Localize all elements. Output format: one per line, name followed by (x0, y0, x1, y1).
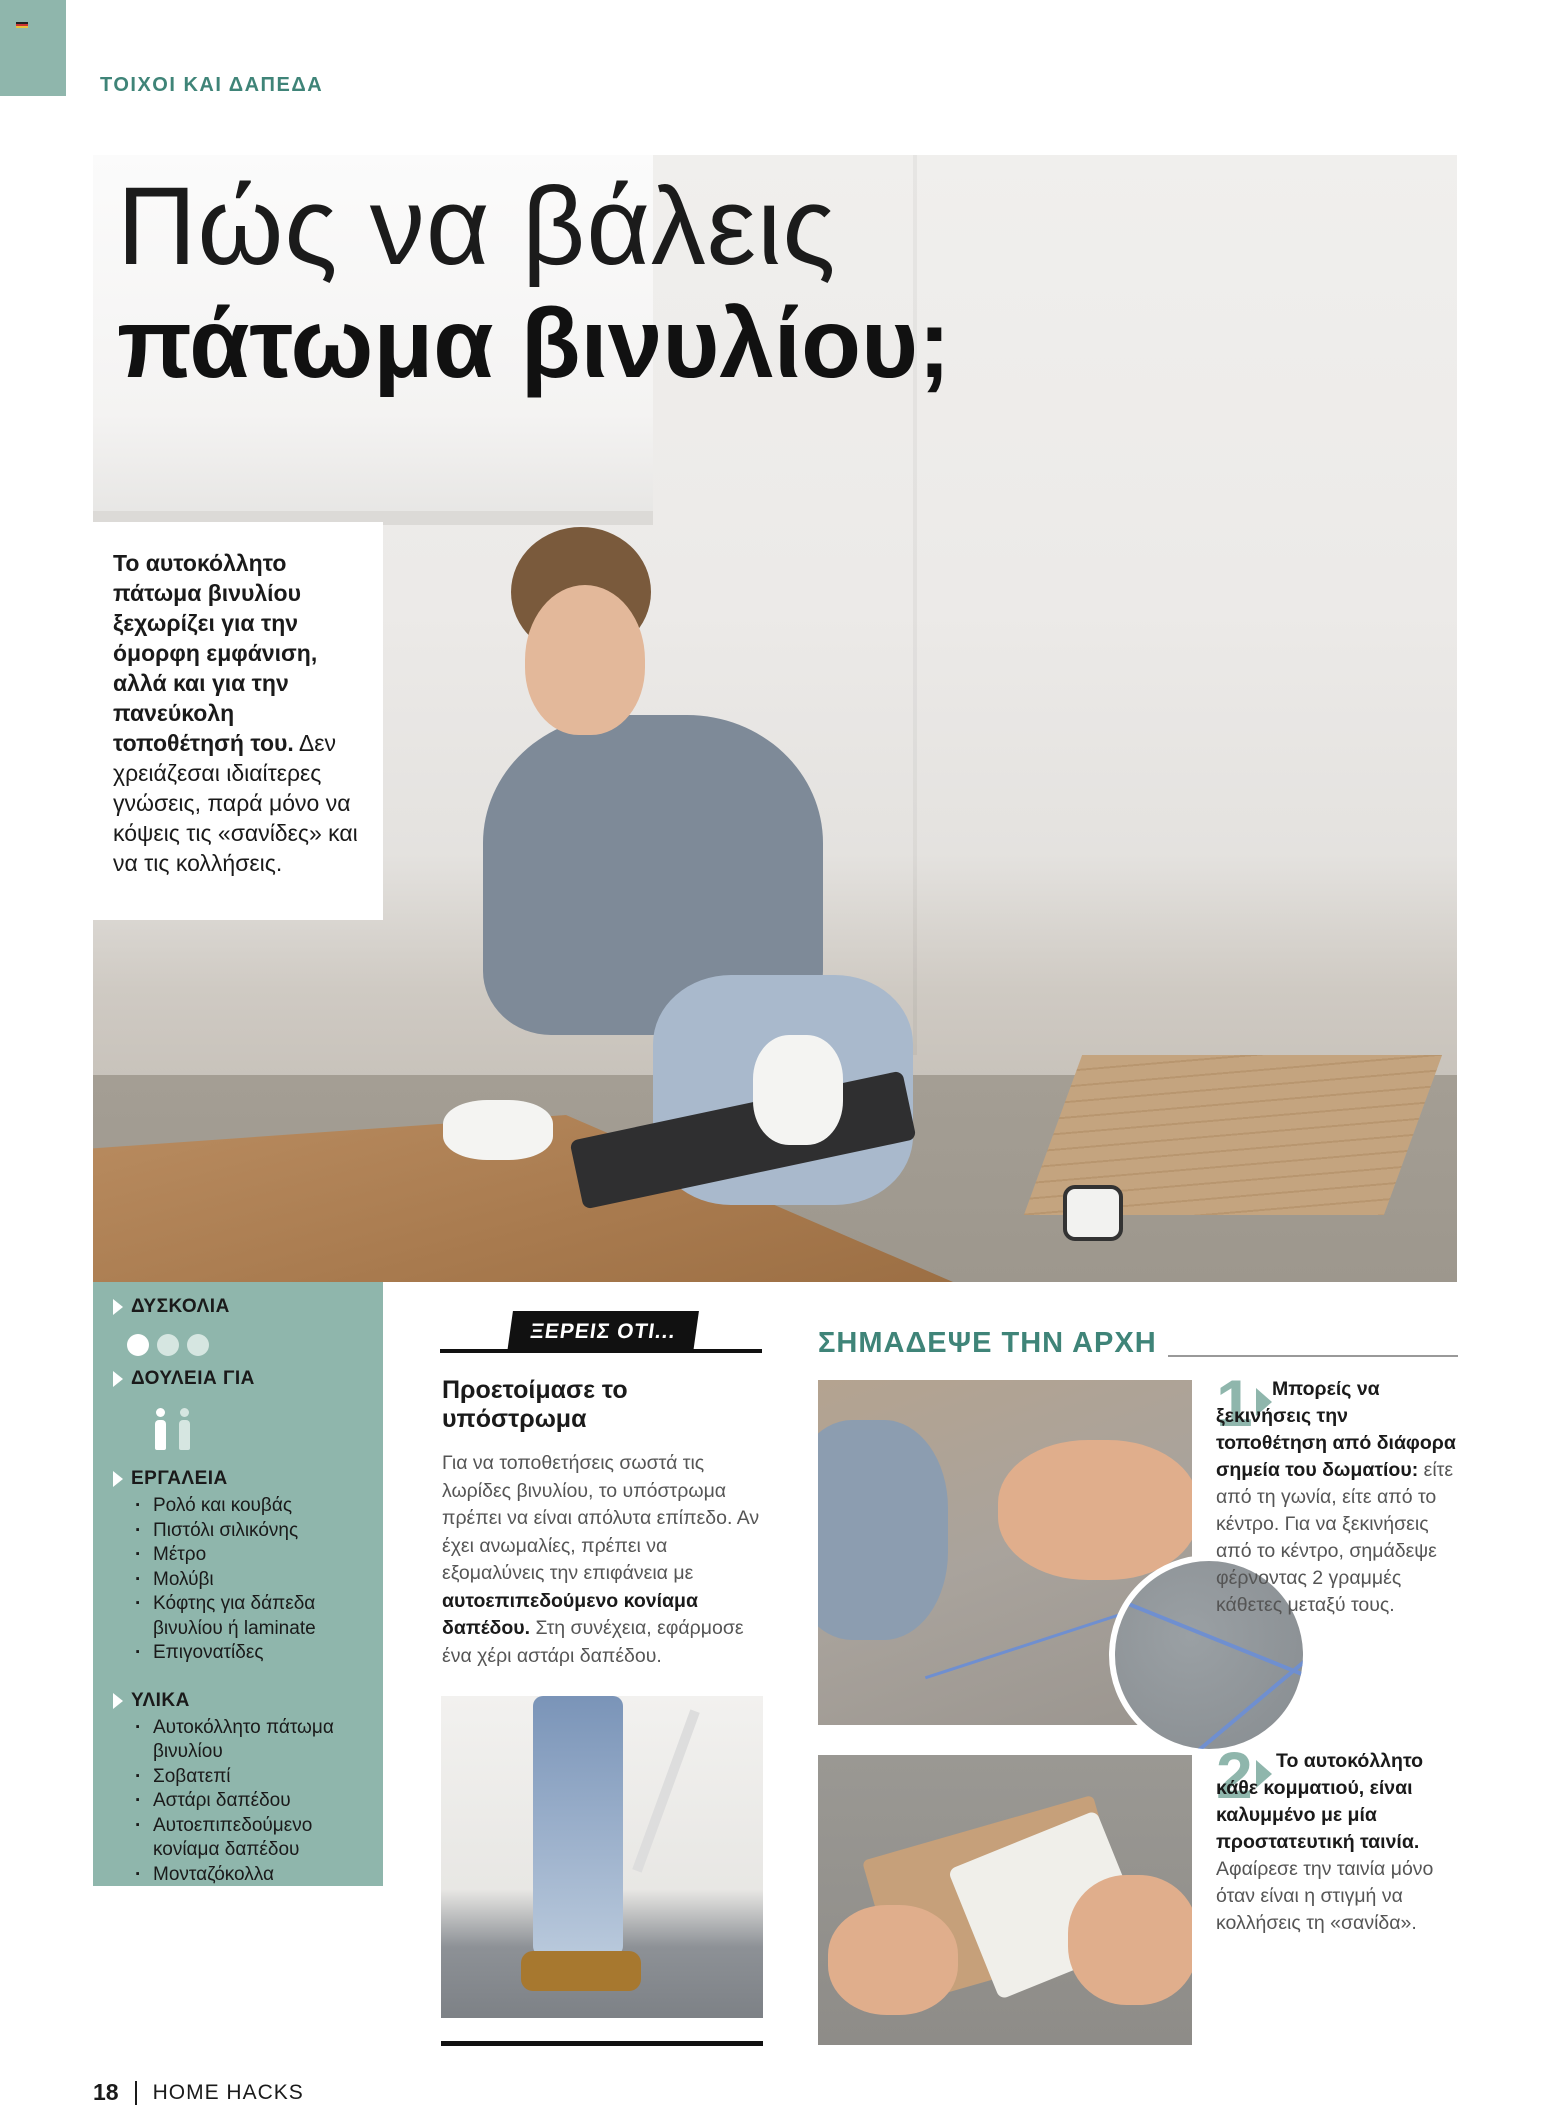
page-footer (93, 2079, 304, 2106)
people-heading: ΔΟΥΛΕΙΑ ΓΙΑ (113, 1368, 383, 1390)
steps-heading: ΣΗΜΑΔΕΨΕ ΤΗΝ ΑΡΧΗ (818, 1327, 1157, 1359)
step-text: Το αυτοκόλλητο κάθε κομματιού, είναι καλυμμένο με μία προστατευτική ταινία. Αφαίρεσε την ταινία μόνο όταν είναι η στιγμή να κολλήσεις τη «σανίδα». (1216, 1750, 1434, 1934)
section-tab-marker (0, 0, 66, 96)
list-item: · Μέτρο (133, 1543, 383, 1568)
flag-icon (16, 22, 28, 28)
title-line-1: Πώς να βάλεις (117, 165, 837, 288)
page-number: 18 (93, 2079, 119, 2105)
magazine-brand: HOME HACKS (152, 2080, 304, 2104)
step-text: Μπορείς να ξεκινήσεις την τοποθέτηση από διάφορα σημεία του δωματίου: είτε από τη γωνία, είτε από το κέντρο. Για να ξεκινήσεις από το κέντρο, σημάδεψε φέρνοντας 2 γραμμές κάθετες μεταξύ τους. (1216, 1378, 1456, 1616)
step-number: 1 (1216, 1366, 1253, 1440)
intro-box (93, 522, 383, 920)
difficulty-dot (157, 1334, 179, 1356)
step-number: 2 (1216, 1738, 1253, 1812)
list-item: · Μολύβι (133, 1568, 383, 1593)
list-item: · Αυτοεπιπεδούμενο κονίαμα δαπέδου (133, 1814, 383, 1863)
info-panel (93, 1282, 383, 1886)
list-item: · Μονταζόκολλα (133, 1863, 383, 1888)
list-item: · Επιγονατίδες (133, 1641, 383, 1666)
list-item: · Αυτοκόλλητο πάτωμα βινυλίου (133, 1716, 383, 1765)
tools-list (133, 1494, 383, 1666)
list-item: · Σοβατεπί (133, 1765, 383, 1790)
people-icons (153, 1408, 383, 1452)
difficulty-dot (187, 1334, 209, 1356)
list-item: · Πιστόλι σιλικόνης (133, 1519, 383, 1544)
triangle-icon (113, 1371, 123, 1387)
intro-text: Δεν χρειάζεσαι ιδιαίτερες γνώσεις, παρά μόνο να κόψεις τις «σανίδες» και να τις κολλήσεις. (113, 730, 358, 876)
materials-heading: ΥΛΙΚΑ (113, 1690, 383, 1712)
triangle-icon (113, 1471, 123, 1487)
tools-heading: ΕΡΓΑΛΕΙΑ (113, 1468, 383, 1490)
priming-photo (441, 1696, 763, 2018)
peeling-photo (818, 1755, 1192, 2045)
list-item: · Αστάρι δαπέδου (133, 1789, 383, 1814)
section-label: ΤΟΙΧΟΙ ΚΑΙ ΔΑΠΕΔΑ (100, 74, 324, 96)
triangle-icon (113, 1299, 123, 1315)
divider (441, 2041, 763, 2046)
person-icon (153, 1408, 167, 1452)
list-item: · Ρολό και κουβάς (133, 1494, 383, 1519)
page-title (117, 165, 951, 398)
list-item: · Κόφτης για δάπεδα βινυλίου ή laminate (133, 1592, 383, 1641)
did-you-know-body: Για να τοποθετήσεις σωστά τις λωρίδες βινυλίου, το υπόστρωμα πρέπει να είναι απόλυτα επίπεδο. Αν έχει ανωμαλίες, πρέπει να εξομαλύνεις την επιφάνεια με αυτοεπιπεδούμενο κονίαμα δαπέδου. Στη συνέχεια, εφάρμοσε ένα χέρι αστάρι δαπέδου. (442, 1452, 760, 1667)
difficulty-heading: ΔΥΣΚΟΛΙΑ (113, 1296, 383, 1318)
materials-list (133, 1716, 383, 1888)
did-you-know-tag: ΞΕΡΕΙΣ ΟΤΙ... (440, 1311, 762, 1353)
tape-measure (1063, 1185, 1123, 1241)
intro-bold: Το αυτοκόλλητο πάτωμα βινυλίου ξεχωρίζει για την όμορφη εμφάνιση, αλλά και για την πανεύκολη τοποθέτησή του. (113, 550, 318, 756)
difficulty-dot (127, 1334, 149, 1356)
title-line-2: πάτωμα βινυλίου; (117, 288, 951, 398)
difficulty-dots (127, 1334, 383, 1356)
divider (1168, 1355, 1458, 1357)
did-you-know-title: Προετοίμασε το υπόστρωμα (442, 1376, 628, 1433)
triangle-icon (113, 1693, 123, 1709)
person-icon (177, 1408, 191, 1452)
